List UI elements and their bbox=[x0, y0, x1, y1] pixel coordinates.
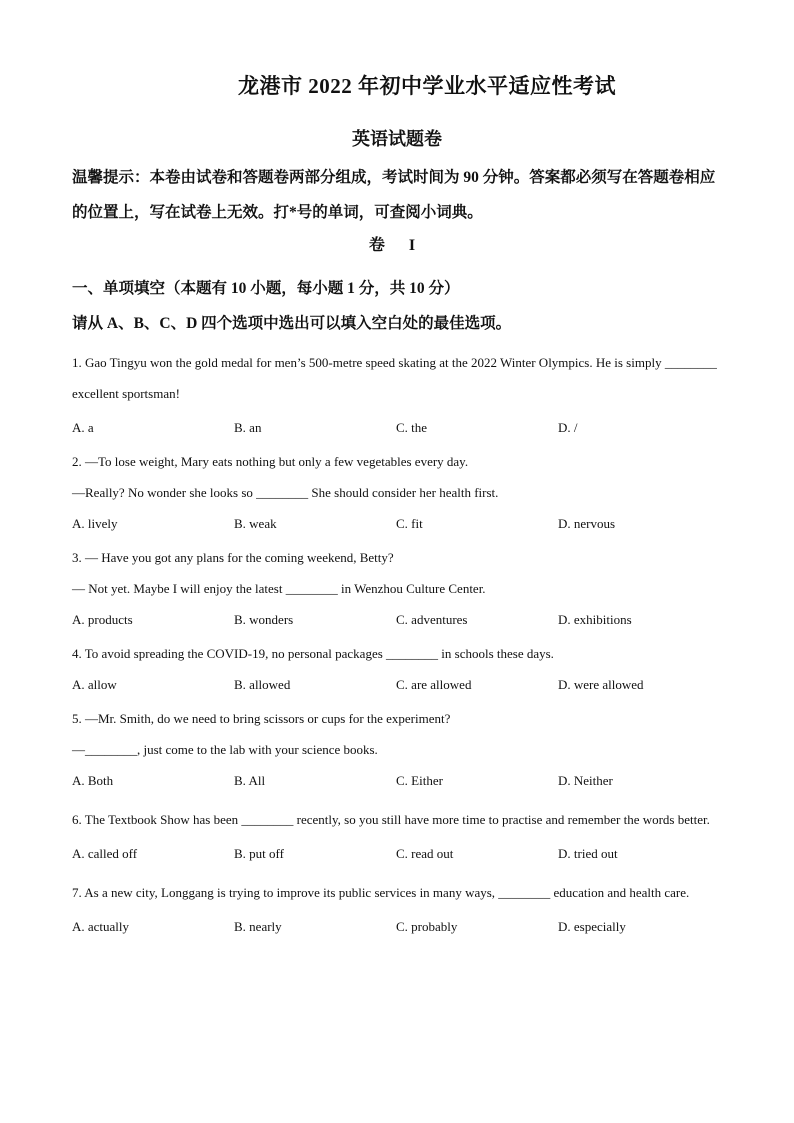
option-c: C. Either bbox=[396, 773, 443, 788]
option-row bbox=[72, 417, 722, 451]
option-b: B. weak bbox=[234, 516, 277, 531]
option-a: A. lively bbox=[72, 516, 118, 531]
option-b: B. All bbox=[234, 773, 266, 788]
option-a: A. actually bbox=[72, 919, 130, 934]
option-c: C. are allowed bbox=[396, 677, 472, 692]
option-a: A. products bbox=[72, 612, 133, 627]
option-a: A. called off bbox=[72, 846, 138, 861]
exam-title: 龙港市 2022 年初中学业水平适应性考试 bbox=[238, 74, 616, 98]
option-c: C. read out bbox=[396, 846, 454, 861]
section-instruction: 请从 A、B、C、D 四个选项中选出可以填入空白处的最佳选项。 bbox=[72, 315, 512, 332]
option-d: D. were allowed bbox=[558, 677, 644, 692]
question-list bbox=[72, 347, 722, 950]
question-text: —________, just come to the lab with your science books. bbox=[72, 742, 378, 757]
question-4 bbox=[72, 643, 722, 708]
option-row bbox=[72, 916, 722, 950]
question-text: —Really? No wonder she looks so ________ She should consider her health first. bbox=[72, 485, 499, 500]
option-a: A. a bbox=[72, 420, 94, 435]
question-text: 6. The Textbook Show has been ________ recently, so you still have more time to practise and remember the words better. bbox=[72, 812, 710, 827]
option-b: B. nearly bbox=[234, 919, 282, 934]
option-d: D. especially bbox=[558, 919, 626, 934]
option-c: C. probably bbox=[396, 919, 458, 934]
option-d: D. exhibitions bbox=[558, 612, 632, 627]
option-d: D. / bbox=[558, 420, 578, 435]
option-c: C. the bbox=[396, 420, 428, 435]
question-text: 1. Gao Tingyu won the gold medal for men’s 500-metre speed skating at the 2022 Winter Olympics. He is simply ________ excellent sportsman! bbox=[72, 355, 717, 401]
option-a: A. allow bbox=[72, 677, 117, 692]
option-row bbox=[72, 674, 722, 708]
option-row bbox=[72, 770, 722, 804]
question-text: — Not yet. Maybe I will enjoy the latest ________ in Wenzhou Culture Center. bbox=[72, 581, 486, 596]
exam-notice: 温馨提示：本卷由试卷和答题卷两部分组成，考试时间为 90 分钟。答案都必须写在答题卷相应的位置上，写在试卷上无效。打*号的单词，可查阅小词典。 bbox=[72, 169, 716, 221]
option-b: B. allowed bbox=[234, 677, 291, 692]
question-text: 4. To avoid spreading the COVID-19, no personal packages ________ in schools these days. bbox=[72, 646, 554, 661]
question-text: 2. —To lose weight, Mary eats nothing but only a few vegetables every day. bbox=[72, 454, 469, 469]
question-5 bbox=[72, 708, 722, 804]
option-d: D. Neither bbox=[558, 773, 613, 788]
question-2 bbox=[72, 451, 722, 547]
option-a: A. Both bbox=[72, 773, 114, 788]
question-text: 7. As a new city, Longgang is trying to improve its public services in many ways, ________ education and health care. bbox=[72, 885, 690, 900]
option-b: B. put off bbox=[234, 846, 284, 861]
option-d: D. nervous bbox=[558, 516, 616, 531]
question-3 bbox=[72, 547, 722, 643]
question-7 bbox=[72, 877, 722, 950]
option-b: B. an bbox=[234, 420, 262, 435]
question-text: 5. —Mr. Smith, do we need to bring scissors or cups for the experiment? bbox=[72, 711, 451, 726]
section-heading: 一、单项填空（本题有 10 小题，每小题 1 分，共 10 分） bbox=[72, 280, 460, 297]
option-row bbox=[72, 843, 722, 877]
question-text: 3. — Have you got any plans for the coming weekend, Betty? bbox=[72, 550, 394, 565]
option-b: B. wonders bbox=[234, 612, 294, 627]
question-6 bbox=[72, 804, 722, 877]
exam-subtitle: 英语试题卷 bbox=[352, 129, 442, 149]
option-c: C. adventures bbox=[396, 612, 468, 627]
volume-label: 卷 I bbox=[368, 237, 426, 254]
option-c: C. fit bbox=[396, 516, 423, 531]
option-d: D. tried out bbox=[558, 846, 618, 861]
question-1 bbox=[72, 347, 722, 451]
option-row bbox=[72, 513, 722, 547]
option-row bbox=[72, 609, 722, 643]
